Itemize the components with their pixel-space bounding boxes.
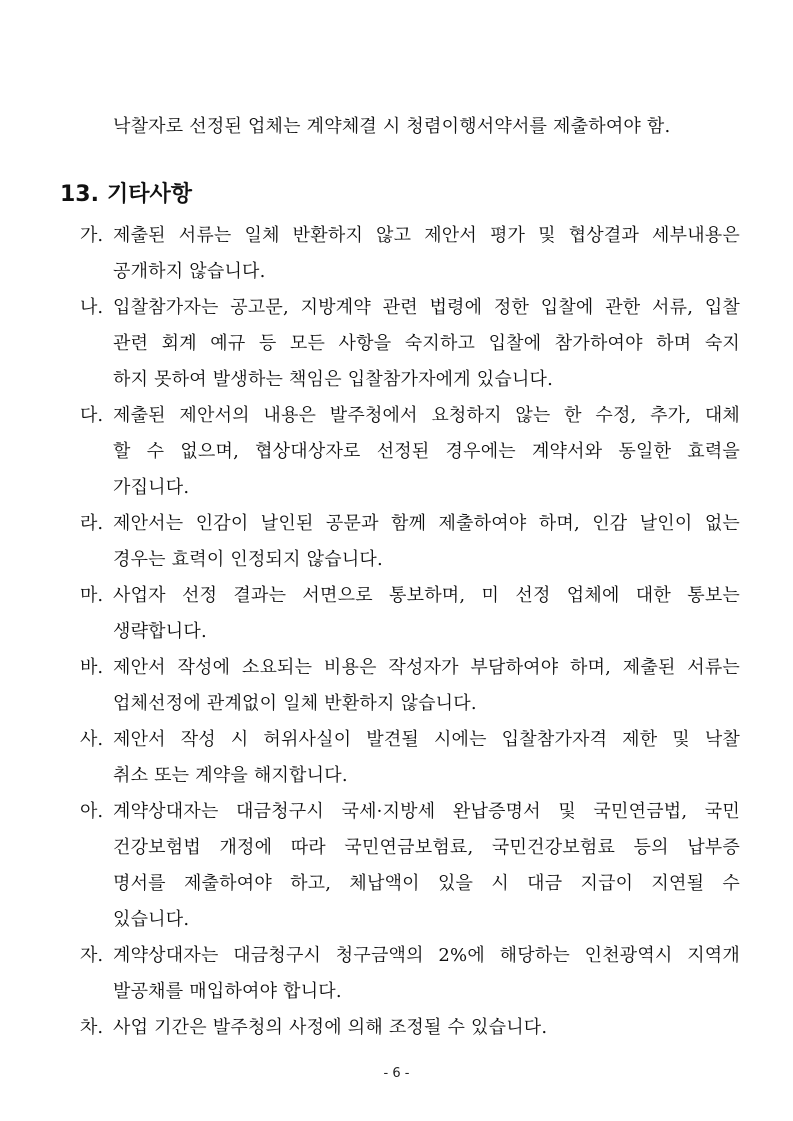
list-item-text: [113, 938, 740, 1010]
list-item: [80, 650, 740, 722]
list-item-text: [113, 506, 740, 578]
text-line: 할 수 없으며, 협상대상자로 선정된 경우에는 계약서와 동일한 효력을: [113, 441, 740, 462]
list-item-text: [113, 290, 740, 398]
list-item-marker: 가.: [80, 225, 104, 246]
list-item-marker: 아.: [80, 801, 104, 822]
list-item-text: [113, 398, 740, 506]
list-item: [80, 1010, 740, 1046]
list-item: [80, 578, 740, 650]
text-line: 제안서 작성 시 허위사실이 발견될 시에는 입찰참가자격 제한 및 낙찰: [113, 729, 740, 750]
list-item-marker: 차.: [80, 1017, 104, 1038]
text-line: 계약상대자는 대금청구시 국세·지방세 완납증명서 및 국민연금법, 국민: [113, 801, 740, 822]
text-line: 경우는 효력이 인정되지 않습니다.: [113, 549, 383, 570]
list-item: [80, 398, 740, 506]
text-line: 하지 못하여 발생하는 책임은 입찰참가자에게 있습니다.: [113, 369, 554, 390]
list-item-marker: 라.: [80, 513, 104, 534]
list-item: [80, 218, 740, 290]
list-item: [80, 938, 740, 1010]
list-item-marker: 다.: [80, 405, 104, 426]
text-line: 제출된 제안서의 내용은 발주청에서 요청하지 않는 한 수정, 추가, 대체: [113, 405, 740, 426]
section-title: 기타사항: [106, 182, 192, 207]
list-item-marker: 마.: [80, 585, 104, 606]
list-item: [80, 722, 740, 794]
text-line: 계약상대자는 대금청구시 청구금액의 2%에 해당하는 인천광역시 지역개: [113, 945, 740, 966]
text-line: 생략합니다.: [113, 621, 207, 642]
list-item-marker: 나.: [80, 297, 104, 318]
list-item: [80, 506, 740, 578]
list-item-text: [113, 218, 740, 290]
text-line: 공개하지 않습니다.: [113, 261, 266, 282]
section-number: 13.: [60, 182, 99, 207]
page-number: - 6 -: [383, 1066, 410, 1081]
text-line: 사업 기간은 발주청의 사정에 의해 조정될 수 있습니다.: [113, 1017, 548, 1038]
text-line: 발공채를 매입하여야 합니다.: [113, 981, 342, 1002]
list-item-marker: 사.: [80, 729, 104, 750]
list-item-text: [113, 1010, 740, 1046]
text-line: 업체선정에 관계없이 일체 반환하지 않습니다.: [113, 693, 477, 714]
text-line: 관련 회계 예규 등 모든 사항을 숙지하고 입찰에 참가하여야 하며 숙지: [113, 333, 740, 354]
text-line: 취소 또는 계약을 해지합니다.: [113, 765, 348, 786]
list-item-text: [113, 578, 740, 650]
section-items-list: [80, 218, 740, 1046]
list-item-text: [113, 722, 740, 794]
text-line: 명서를 제출하여야 하고, 체납액이 있을 시 대금 지급이 지연될 수: [113, 873, 740, 894]
list-item-marker: 자.: [80, 945, 104, 966]
text-line: 입찰참가자는 공고문, 지방계약 관련 법령에 정한 입찰에 관한 서류, 입찰: [113, 297, 740, 318]
text-line: 제안서 작성에 소요되는 비용은 작성자가 부담하여야 하며, 제출된 서류는: [113, 657, 740, 678]
text-line: 건강보험법 개정에 따라 국민연금보험료, 국민건강보험료 등의 납부증: [113, 837, 740, 858]
section-heading: [60, 178, 192, 212]
text-line: 사업자 선정 결과는 서면으로 통보하며, 미 선정 업체에 대한 통보는: [113, 585, 740, 606]
list-item-text: [113, 650, 740, 722]
list-item-text: [113, 794, 740, 938]
intro-paragraph: 낙찰자로 선정된 업체는 계약체결 시 청렴이행서약서를 제출하여야 함.: [113, 116, 671, 137]
list-item: [80, 794, 740, 938]
text-line: 제출된 서류는 일체 반환하지 않고 제안서 평가 및 협상결과 세부내용은: [113, 225, 740, 246]
text-line: 있습니다.: [113, 909, 190, 930]
list-item-marker: 바.: [80, 657, 104, 678]
text-line: 제안서는 인감이 날인된 공문과 함께 제출하여야 하며, 인감 날인이 없는: [113, 513, 740, 534]
list-item: [80, 290, 740, 398]
text-line: 가집니다.: [113, 477, 190, 498]
